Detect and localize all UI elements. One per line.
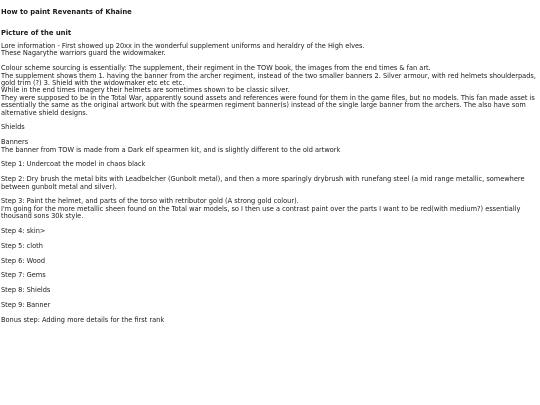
step-7: Step 7: Gems xyxy=(1,271,46,280)
colour-scheme-line: Colour scheme sourcing is essentially: The supplement, their regiment in the TOW book, the images from the end times & fan art. xyxy=(1,64,431,73)
step-2: Step 2: Dry brush the metal bits with Leadbelcher (Gunbolt metal), and then a more sparingly drybrush with runefang steel (a mid range metallic, somewhere between gunbolt metal and silver). xyxy=(1,175,525,191)
step-6: Step 6: Wood xyxy=(1,256,46,265)
banners-paragraph xyxy=(1,139,538,154)
colour-scheme-line: They were supposed to be in the Total War, apparently sound assets and references were found for them in the game files, but no models. This fan made asset is essentially the same as the original artwork but with the spearmen regiment banner(s) instead of the single large banner from the archers. The also have som alternative shield designs. xyxy=(1,93,535,117)
colour-scheme-line: While in the end times imagery their helmets are sometimes shown to be classic silver. xyxy=(1,86,290,95)
step-9: Step 9: Banner xyxy=(1,301,51,310)
step-8: Step 8: Shields xyxy=(1,286,51,295)
shields-heading: Shields xyxy=(1,123,25,132)
colour-scheme-line: The supplement shows them 1. having the banner from the archer regiment, instead of the two smaller banners 2. Silver armour, with red helmets shoulderpads, gold trim (?) 3. Shield with the widowmaker etc etc etc. xyxy=(1,71,536,88)
step-4: Step 4: skin> xyxy=(1,227,46,236)
banners-heading: Banners xyxy=(1,138,29,147)
step-3 xyxy=(1,198,538,220)
bonus-step: Bonus step: Adding more details for the first rank xyxy=(1,315,165,324)
banners-line: The banner from TOW is made from a Dark elf spearmen kit, and is slightly different to the old artwork xyxy=(1,145,341,154)
step-3-line: Step 3: Paint the helmet, and parts of the torso with retributor gold (A strong gold colour). xyxy=(1,197,299,206)
picture-heading: Picture of the unit xyxy=(1,29,72,37)
lore-line: Lore information - First showed up 20xx in the wonderful supplement uniforms and heraldry of the High elves. xyxy=(1,42,365,50)
step-1: Step 1: Undercoat the model in chaos black xyxy=(1,160,146,169)
colour-scheme-paragraph xyxy=(1,65,538,117)
step-3-line: I'm going for the more metallic sheen found on the Total war models, so I then use a contrast paint over the parts I want to be red(with medium?) essentially thousand sons 30k style. xyxy=(1,204,521,221)
lore-line: These Nagarythe warriors guard the widowmaker. xyxy=(1,49,166,58)
step-5: Step 5: cloth xyxy=(1,241,43,250)
page-title: How to paint Revenants of Khaine xyxy=(1,8,132,16)
lore-paragraph xyxy=(1,43,538,58)
